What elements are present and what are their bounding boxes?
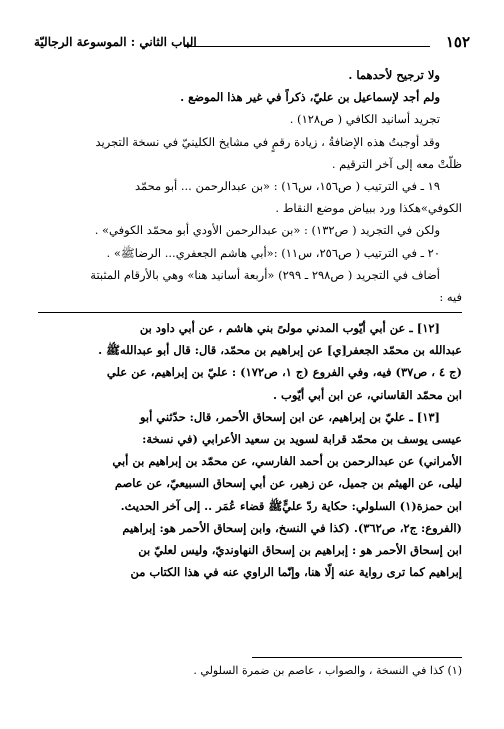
text-line: (الفروع: ج٢، ص٣٦٢). (كذا في النسخ، وابن إسحاق الأحمر هو: إبراهيم (122, 520, 462, 535)
text-line: تجريد أسانيد الكافي ( ص١٢٨) . (289, 112, 440, 127)
text-line: ولا ترجيح لأحدهما . (348, 68, 440, 82)
footnote: (١) كذا في النسخة ، والصواب ، عاصم بن ضمرة السلولي . (193, 664, 462, 677)
text-line: أضاف في التجريد ( ص٢٩٨ ـ ٢٩٩) «أربعة أسانيد هنا» وهي بالأرقام المثبتة (90, 267, 440, 282)
header-rule (184, 46, 430, 47)
text-line: (ج ٤ ، ص٣٧) فيه، وفي الفروع (ج ١، ص١٧٢) : عليّ بن إبراهيم، عن علي (106, 365, 462, 380)
text-line: فيه : (439, 289, 462, 304)
text-line: ولكن في التجريد ( ص١٣٢) : «بن عبدالرحمن الأودي أبو محمّد الكوفي» . (94, 223, 440, 238)
text-line: ١٩ ـ في الترتيب ( ص١٥٦، س١٦) : «بن عبدالرحمن ... أبو محمّد (134, 178, 440, 193)
text-line: ٢٠ ـ في الترتيب ( ص٢٥٦، س١١) :«أبي هاشم الجعفري... الرضاﷺ» . (106, 245, 440, 260)
text-line: ابن محمّد القاساني، عن ابن أبي أيّوب . (272, 387, 462, 402)
text-line: ظلّتْ معه إلى آخر الترقيم . (331, 156, 462, 171)
page-header (34, 33, 470, 55)
text-line: عبدالله بن محمّد الجعفر[ي] عن إبراهيم بن محمّد، قال: قال أبو عبداللهﷺ . (98, 343, 462, 358)
text-line: الأمراني) عن عبدالرحمن بن أحمد الفارسي، عن محمّد بن إبراهيم بن أبي (112, 454, 462, 469)
text-line: [١٣] ـ عليّ بن إبراهيم، عن ابن إسحاق الأحمر، قال: حدّثني أبو (139, 409, 440, 424)
text-line: عيسى يوسف بن محمّد قرابة لسويد بن سعيد الأعرابي (في نسخة: (142, 432, 462, 446)
page-body (38, 64, 462, 583)
text-line: ابن حمزة(١) السلولي: حكاية ردّ عليٍّﷺ قضاء عُمَر .. إلى آخر الحديث. (120, 498, 462, 513)
footnote-separator (252, 657, 462, 658)
text-line: إبراهيم كما ترى رواية عنه إلّا هنا، وإنّما الراوي عنه في هذا الكتاب من (130, 565, 462, 580)
text-line: الكوفي»هكذا ورد ببياض موضع النقاط . (275, 201, 462, 216)
running-title: الباب الثاني : الموسوعة الرجاليّة (34, 35, 197, 49)
text-line: ابن إسحاق الأحمر هو : إبراهيم بن إسحاق النهاونديّ، وليس لعليّ بن (138, 542, 462, 557)
section-rule (38, 312, 462, 313)
text-line: ولم أجد لإسماعيل بن عليّ، ذكراً في غير هذا الموضع . (180, 90, 440, 105)
text-line: [١٢] ـ عن أبي أيّوب المدني مولىً بني هاشم ، عن أبي داود بن (139, 321, 440, 336)
text-line: ليلى، عن الهيثم بن جميل، عن زهير، عن أبي إسحاق السبيعيّ، عن عاصم (114, 476, 462, 491)
page-number: ١٥٢ (445, 33, 470, 51)
text-line: وقد أوجبتُ هذه الإضافةُ ، زيادة رقمٍ في مشايخ الكلينيّ في نسخة التجريد (95, 134, 440, 149)
